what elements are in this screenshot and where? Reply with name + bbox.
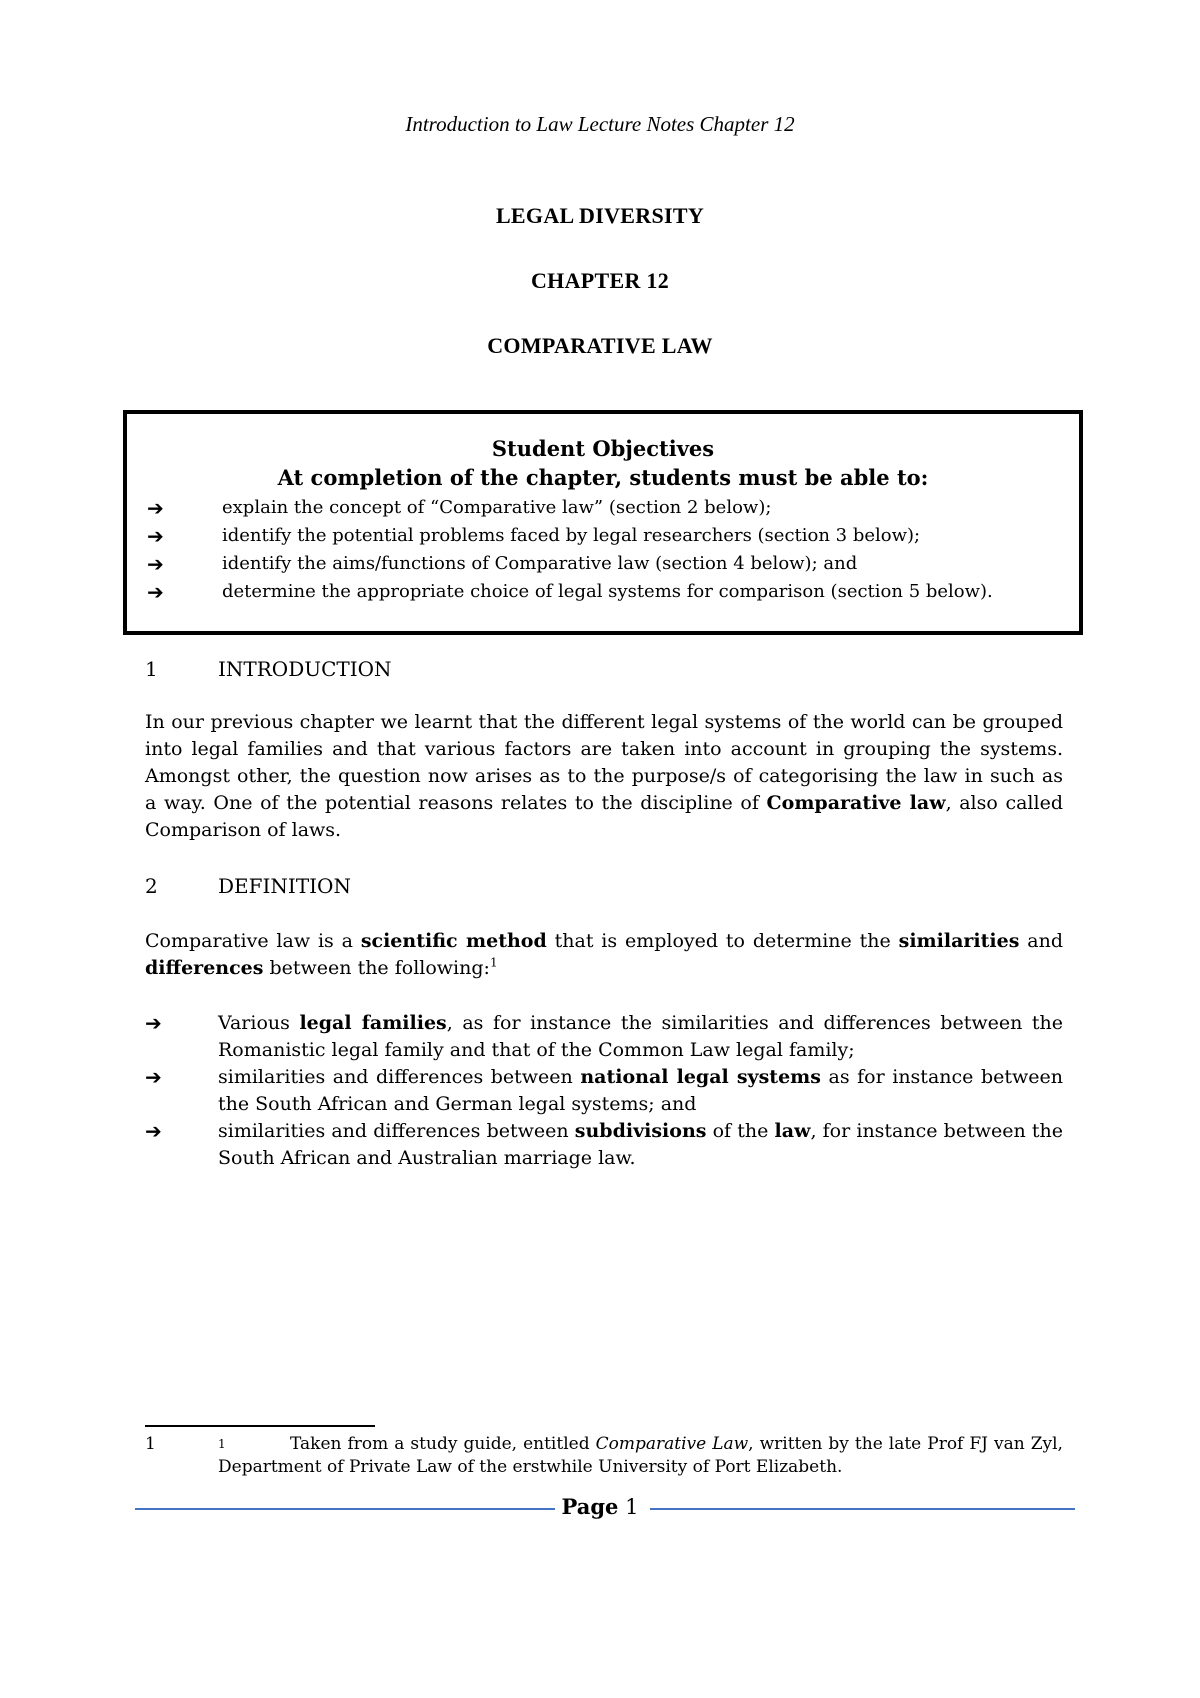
section-number: 1 (145, 657, 158, 681)
right-arrow-icon: ➔ (145, 1011, 162, 1035)
objective-item: ➔ identify the potential problems faced by legal researchers (section 3 below); (147, 524, 921, 548)
objectives-subheading: At completion of the chapter, students must be able to: (277, 465, 929, 490)
section-title: DEFINITION (218, 874, 351, 898)
right-arrow-icon: ➔ (147, 552, 164, 576)
definition-paragraph: Comparative law is a scientific method that is employed to determine the similarities and differences between the following:$^1$ (145, 930, 1063, 979)
right-arrow-icon: ➔ (147, 580, 164, 604)
definition-bullet: ➔ similarities and differences between subdivisions of the law, for instance between the South African and Australian marriage law. (145, 1119, 1063, 1169)
section-number: 2 (145, 874, 158, 898)
objectives-list (127, 494, 1079, 606)
footnote-separator (145, 1425, 375, 1427)
right-arrow-icon: ➔ (147, 496, 164, 520)
footnote-text: Taken from a study guide, entitled Comparative Law, written by the late Prof FJ van Zyl, Department of Private Law of the erstwhile University of Port Elizabeth. (218, 1434, 1063, 1477)
page-label: Page (561, 1494, 619, 1519)
right-arrow-icon: ➔ (145, 1065, 162, 1089)
section-heading-definition (145, 874, 351, 898)
footnote-reference[interactable]: 1 (489, 955, 498, 970)
definition-bullet: ➔ Various legal families, as for instance the similarities and differences between the Romanistic legal family and that of the Common Law legal family; (145, 1011, 1063, 1061)
footnote-number: 1 (145, 1434, 156, 1454)
footnote (145, 1433, 1063, 1479)
section-heading-introduction (145, 657, 392, 681)
right-arrow-icon: ➔ (145, 1119, 162, 1143)
definition-bullet: ➔ similarities and differences between national legal systems as for instance between the South African and German legal systems; and (145, 1065, 1063, 1115)
right-arrow-icon: ➔ (147, 524, 164, 548)
objective-item: ➔ identify the aims/functions of Comparative law (section 4 below); and (147, 552, 858, 576)
section-title: INTRODUCTION (218, 657, 392, 681)
chapter-title: COMPARATIVE LAW (487, 333, 713, 358)
objective-item: ➔ determine the appropriate choice of legal systems for comparison (section 5 below). (147, 580, 993, 604)
definition-bullets (145, 1010, 1063, 1172)
objectives-heading: Student Objectives (491, 436, 715, 461)
objective-item: ➔ explain the concept of “Comparative law” (section 2 below); (147, 496, 772, 520)
introduction-paragraph: In our previous chapter we learnt that the different legal systems of the world can be grouped into legal families and that various factors are taken into account in grouping the systems. Amongst other, the question now arises as to the purpose/s of categorising the law in such as a way. One of the potential reasons relates to the discipline of Comparative law, also called Comparison of laws. (145, 711, 1063, 841)
running-header: Introduction to Law Lecture Notes Chapter 12 (405, 112, 795, 136)
page-number: 1 (625, 1495, 639, 1519)
page-footer (0, 1494, 1200, 1519)
chapter-number: CHAPTER 12 (530, 268, 670, 293)
document-title: LEGAL DIVERSITY (495, 203, 705, 228)
student-objectives-box (123, 410, 1083, 635)
footnote-mark: 1 (218, 1437, 226, 1451)
